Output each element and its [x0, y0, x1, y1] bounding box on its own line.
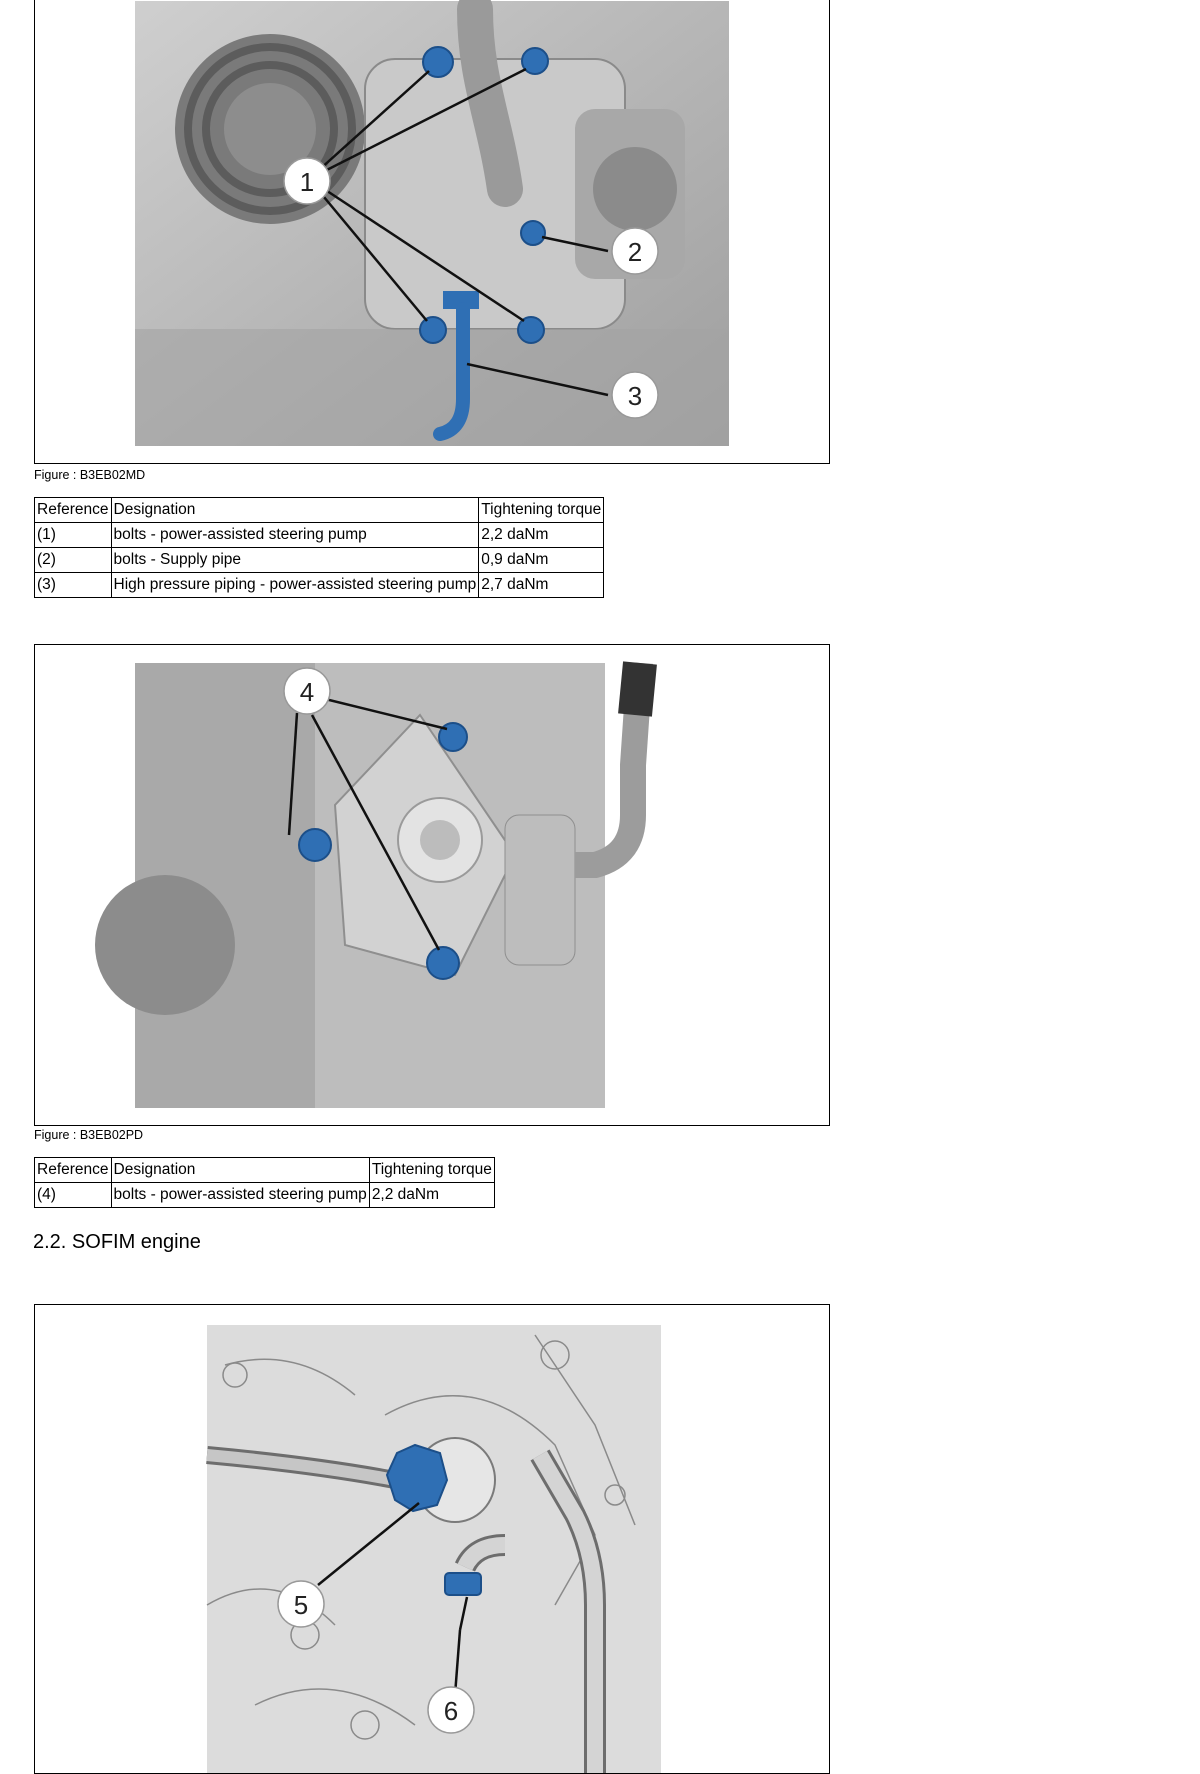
nut-icon	[387, 1445, 447, 1511]
table-row	[35, 573, 604, 598]
callout-2-marker	[612, 228, 658, 274]
column-header-torque: Tightening torque	[479, 498, 604, 523]
designation-cell: High pressure piping - power-assisted steering pump	[111, 573, 479, 598]
figure-3-frame	[34, 1304, 830, 1774]
table-row	[35, 523, 604, 548]
reference-cell: (2)	[35, 548, 112, 573]
callout-3-label: 3	[627, 381, 643, 411]
table-header-row	[35, 498, 604, 523]
figure-2-image	[35, 645, 830, 1126]
callout-6-label: 6	[443, 1696, 459, 1726]
table-row	[35, 548, 604, 573]
callout-1-marker	[284, 158, 330, 204]
bolt-icon	[521, 221, 545, 245]
figure-1-caption: Figure : B3EB02MD	[34, 468, 146, 482]
callout-2-label: 2	[627, 237, 643, 267]
torque-table-2	[34, 1157, 495, 1208]
bolt-icon	[427, 947, 459, 979]
callout-3-marker	[612, 372, 658, 418]
reference-cell: (4)	[35, 1183, 112, 1208]
torque-cell: 2,2 daNm	[479, 523, 604, 548]
table-row	[35, 1183, 495, 1208]
callout-5-marker	[278, 1581, 324, 1627]
column-header-reference: Reference	[35, 1158, 112, 1183]
torque-cell: 2,7 daNm	[479, 573, 604, 598]
section-heading: 2.2. SOFIM engine	[33, 1231, 201, 1253]
callout-4-label: 4	[299, 677, 315, 707]
nut-icon	[445, 1573, 481, 1595]
figure-2-frame	[34, 644, 830, 1126]
column-header-torque: Tightening torque	[369, 1158, 494, 1183]
callout-6-marker	[428, 1687, 474, 1733]
figure-1-image	[35, 0, 830, 464]
bolt-icon	[420, 317, 446, 343]
bolt-icon	[299, 829, 331, 861]
table-header-row	[35, 1158, 495, 1183]
torque-cell: 2,2 daNm	[369, 1183, 494, 1208]
callout-4-marker	[284, 668, 330, 714]
callout-1-label: 1	[299, 167, 315, 197]
torque-table-1	[34, 497, 604, 598]
column-header-designation: Designation	[111, 498, 479, 523]
designation-cell: bolts - power-assisted steering pump	[111, 1183, 369, 1208]
column-header-designation: Designation	[111, 1158, 369, 1183]
column-header-reference: Reference	[35, 498, 112, 523]
figure-2-caption: Figure : B3EB02PD	[34, 1128, 144, 1142]
reference-cell: (1)	[35, 523, 112, 548]
reference-cell: (3)	[35, 573, 112, 598]
designation-cell: bolts - Supply pipe	[111, 548, 479, 573]
torque-cell: 0,9 daNm	[479, 548, 604, 573]
callout-5-label: 5	[293, 1590, 309, 1620]
figure-1-frame	[34, 0, 830, 464]
designation-cell: bolts - power-assisted steering pump	[111, 523, 479, 548]
figure-3-image	[35, 1305, 830, 1774]
